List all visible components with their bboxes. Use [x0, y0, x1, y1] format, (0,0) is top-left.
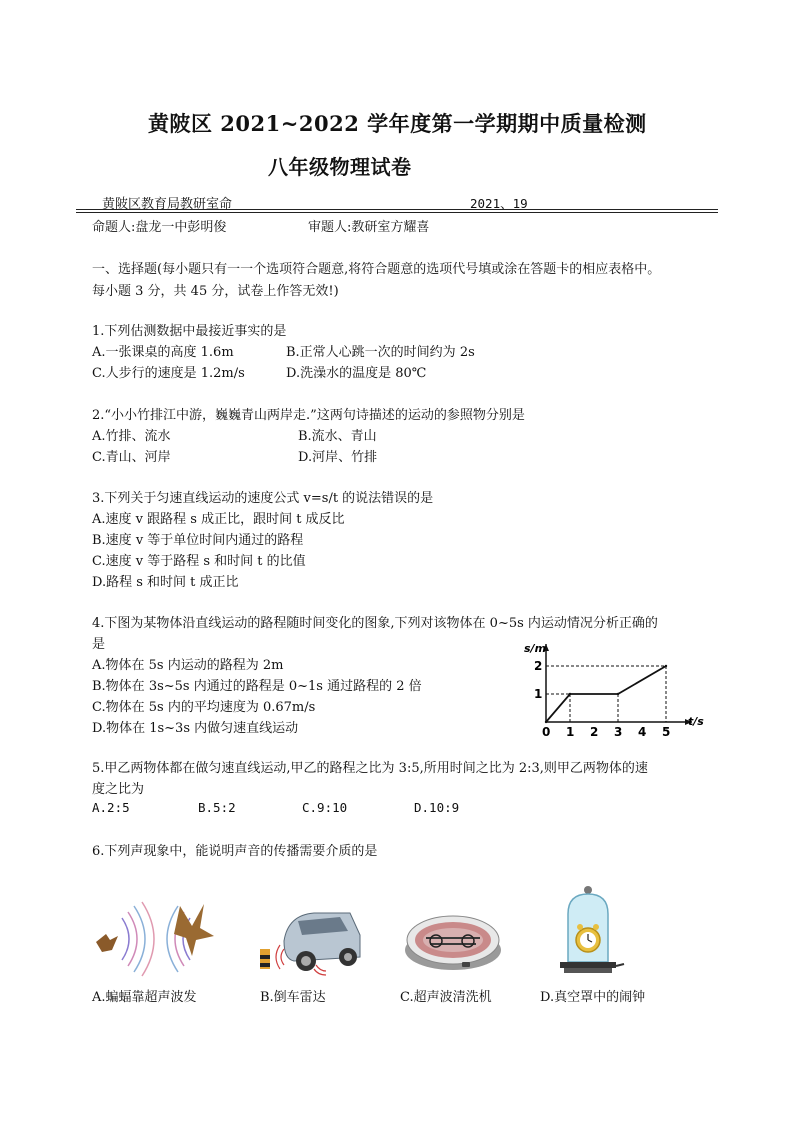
q2-option-d: D.河岸、竹排 [298, 450, 378, 465]
header-rule-top [76, 209, 718, 210]
x-tick-label: 1 [566, 725, 575, 739]
x-tick-label: 2 [590, 725, 599, 739]
x-axis-label: t/s [688, 715, 704, 728]
y-tick-label: 1 [534, 687, 543, 701]
q1-option-a: A.一张课桌的高度 1.6m [92, 345, 234, 360]
x-tick-label: 4 [638, 725, 647, 739]
author-reviewer: 审题人:教研室方耀喜 [308, 220, 430, 235]
issuing-office: 黄陂区教育局教研室命 [102, 197, 233, 212]
vacuum-bell-jar-clock-image [554, 884, 626, 976]
header-rule-bottom [76, 212, 718, 213]
q1-option-c: C.人步行的速度是 1.2m/s [92, 366, 245, 381]
x-tick-label: 0 [542, 725, 551, 739]
q1-option-d: D.洗澡水的温度是 80℃ [286, 366, 427, 381]
q3-option-a: A.速度 v 跟路程 s 成正比，跟时间 t 成反比 [92, 512, 345, 527]
section-instructions-2: 每小题 3 分，共 45 分，试卷上作答无效!) [92, 284, 339, 299]
q2-option-b: B.流水、青山 [298, 429, 377, 444]
author-setter: 命题人:盘龙一中彭明俊 [92, 220, 227, 235]
exam-title: 黄陂区 2021~2022 学年度第一学期期中质量检测 [148, 111, 647, 136]
section-instructions-1: 一、选择题(每小题只有一一个选项符合题意,将符合题意的选项代号填或涂在答题卡的相应表格中。 [92, 262, 661, 277]
q4-option-a: A.物体在 5s 内运动的路程为 2m [92, 658, 284, 673]
q1-stem: 1.下列估测数据中最接近事实的是 [92, 324, 287, 339]
q4-stem-line1: 4.下图为某物体沿直线运动的路程随时间变化的图象,下列对该物体在 0~5s 内运动情况分析正确的 [92, 616, 658, 631]
q3-stem: 3.下列关于匀速直线运动的速度公式 v=s/t 的说法错误的是 [92, 491, 434, 506]
q5-option-a: A.2:5 [92, 800, 130, 815]
exam-date: 2021、19 [470, 196, 528, 211]
q4-stem-line2: 是 [92, 637, 106, 652]
q6-option-b: B.倒车雷达 [260, 990, 326, 1005]
q3-option-d: D.路程 s 和时间 t 成正比 [92, 575, 239, 590]
q5-stem-line1: 5.甲乙两物体都在做匀速直线运动,甲乙的路程之比为 3:5,所用时间之比为 2:3,则甲乙两物体的速 [92, 761, 648, 776]
q6-stem: 6.下列声现象中，能说明声音的传播需要介质的是 [92, 844, 378, 859]
q3-option-c: C.速度 v 等于路程 s 和时间 t 的比值 [92, 554, 306, 569]
q4-option-d: D.物体在 1s~3s 内做匀速直线运动 [92, 721, 299, 736]
x-tick-label: 5 [662, 725, 671, 739]
q5-option-c: C.9:10 [302, 800, 348, 815]
q4-option-c: C.物体在 5s 内的平均速度为 0.67m/s [92, 700, 316, 715]
q5-option-b: B.5:2 [198, 800, 236, 815]
bat-ultrasound-image [92, 898, 220, 980]
exam-subtitle: 八年级物理试卷 [268, 155, 412, 179]
ultrasonic-cleaner-image [402, 908, 504, 974]
q2-option-a: A.竹排、流水 [92, 429, 171, 444]
q5-option-d: D.10:9 [414, 800, 460, 815]
q6-option-a: A.蝙蝠靠超声波发 [92, 990, 197, 1005]
q2-stem: 2.“小小竹排江中游，巍巍青山两岸走.”这两句诗描述的运动的参照物分别是 [92, 408, 525, 423]
x-tick-label: 3 [614, 725, 623, 739]
q4-option-b: B.物体在 3s~5s 内通过的路程是 0~1s 通过路程的 2 倍 [92, 679, 422, 694]
data-point [545, 721, 547, 723]
q5-stem-line2: 度之比为 [92, 782, 145, 797]
data-point [569, 693, 571, 695]
distance-time-chart [518, 630, 704, 742]
q6-option-d: D.真空罩中的闹钟 [540, 990, 646, 1005]
reversing-radar-image [254, 905, 362, 977]
q2-option-c: C.青山、河岸 [92, 450, 171, 465]
data-point [617, 693, 619, 695]
author-line [92, 216, 430, 235]
q6-option-c: C.超声波清洗机 [400, 990, 492, 1005]
q1-option-b: B.正常人心跳一次的时间约为 2s [286, 345, 475, 360]
q3-option-b: B.速度 v 等于单位时间内通过的路程 [92, 533, 304, 548]
y-tick-label: 2 [534, 659, 543, 673]
y-axis-label: s/m [524, 642, 547, 655]
data-point [665, 665, 667, 667]
